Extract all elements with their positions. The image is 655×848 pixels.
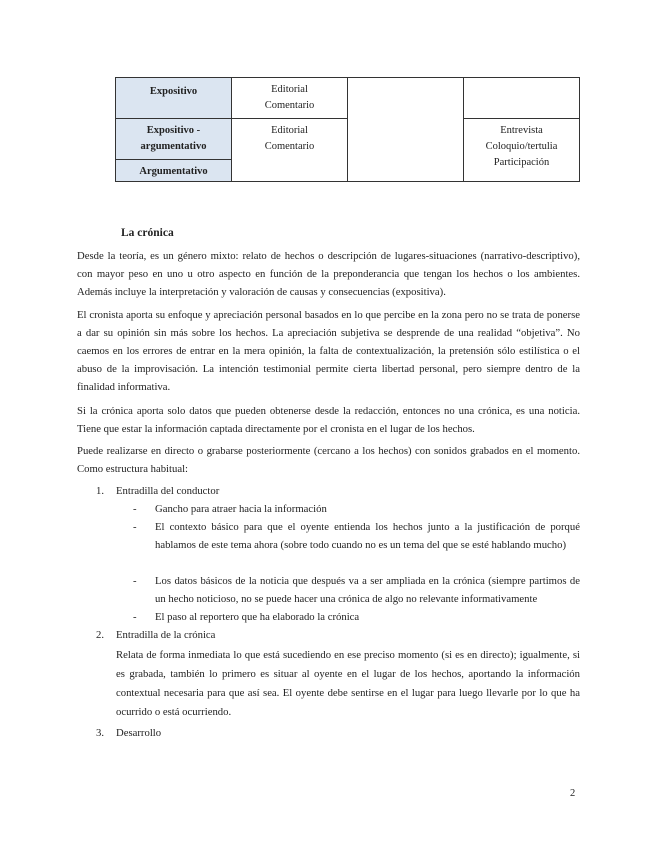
paragraph: Si la crónica aporta solo datos que pueden obtenerse desde la redacción, entonces no una crónica, es una noticia. Tiene que estar la información captada directamente por el cronista en el lugar de los hechos. bbox=[77, 405, 580, 435]
genre-table bbox=[115, 77, 580, 182]
row-label-argumentativo: Argumentativo bbox=[116, 160, 232, 182]
cell-empty bbox=[464, 78, 580, 119]
list-subitem: Gancho para atraer hacia la información bbox=[155, 503, 327, 515]
bullet-dash: - bbox=[133, 503, 137, 515]
row-label-expositivo: Expositivo bbox=[116, 78, 232, 119]
genre-text: Participación bbox=[493, 157, 550, 168]
table-row bbox=[116, 78, 580, 119]
list-subitem: Los datos básicos de la noticia que después va a ser ampliada en la crónica (siempre partimos de un hecho noticioso, no se puede hacer una crónica de algo no relevante informativamente bbox=[155, 575, 580, 605]
genre-text: Editorial bbox=[271, 84, 308, 95]
paragraph: Puede realizarse en directo o grabarse posteriormente (cercano a los hechos) con sonidos grabados en el momento. Como estructura habitual: bbox=[77, 445, 580, 475]
row-label-expositivo-argumentativo bbox=[116, 119, 232, 160]
section-title: La crónica bbox=[121, 227, 174, 239]
genre-text: Editorial bbox=[271, 125, 308, 136]
list-subitem: El paso al reportero que ha elaborado la crónica bbox=[155, 611, 360, 623]
bullet-dash: - bbox=[133, 521, 137, 533]
bullet-dash: - bbox=[133, 575, 137, 587]
cell-genres bbox=[464, 119, 580, 182]
list-number: 1. bbox=[96, 485, 105, 497]
bullet-dash: - bbox=[133, 611, 137, 623]
genre-text: Comentario bbox=[264, 100, 315, 111]
list-number: 2. bbox=[96, 629, 105, 641]
genre-text: Entrevista bbox=[500, 125, 543, 136]
list-item-label: Entradilla del conductor bbox=[116, 485, 220, 497]
list-item-label: Entradilla de la crónica bbox=[116, 629, 216, 641]
row-label-line: argumentativo bbox=[140, 141, 207, 152]
list-number: 3. bbox=[96, 727, 105, 739]
paragraph: Desde la teoría, es un género mixto: relato de hechos o descripción de lugares-situaciones (narrativo-descriptivo), con mayor peso en uno u otro aspecto en función de la preponderancia que tengan los hechos o los ambientes. Además incluye la interpretación y valoración de causas y consecuencias (expositiva). bbox=[77, 250, 580, 298]
row-label-line: Expositivo - bbox=[146, 125, 201, 136]
genre-text: Comentario bbox=[264, 141, 315, 152]
cell-genres bbox=[232, 78, 348, 119]
cell-empty bbox=[348, 78, 464, 182]
page-number: 2 bbox=[570, 788, 576, 799]
list-subitem: El contexto básico para que el oyente entienda los hechos junto a la justificación de porqué hablamos de este tema ahora (sobre todo cuando no es un tema del que se esté hablando mucho) bbox=[155, 521, 580, 551]
list-item-body: Relata de forma inmediata lo que está sucediendo en ese preciso momento (si es en directo); igualmente, si es grabada, también lo primero es situar al oyente en el lugar de los hechos, aportando la información contextual necesaria para que así sea. El oyente debe sentirse en el lugar para luego llevarle por lo que ha ocurrido o está ocurriendo. bbox=[116, 649, 580, 718]
genre-text: Coloquio/tertulia bbox=[485, 141, 558, 152]
paragraph: El cronista aporta su enfoque y apreciación personal basados en lo que percibe en la zona pero no se trata de ponerse a dar su opinión sin más sobre los hechos. La apreciación subjetiva se desprende de una realidad “objetiva”. No caemos en los errores de entrar en la mera opinión, la falta de contextualización, la pretensión sólo estilística o el abuso de la improvisación. La intención testimonial permite cierta libertad personal, pero siempre dentro de la finalidad informativa. bbox=[77, 309, 580, 393]
list-item-label: Desarrollo bbox=[116, 727, 162, 739]
cell-genres bbox=[232, 119, 348, 182]
